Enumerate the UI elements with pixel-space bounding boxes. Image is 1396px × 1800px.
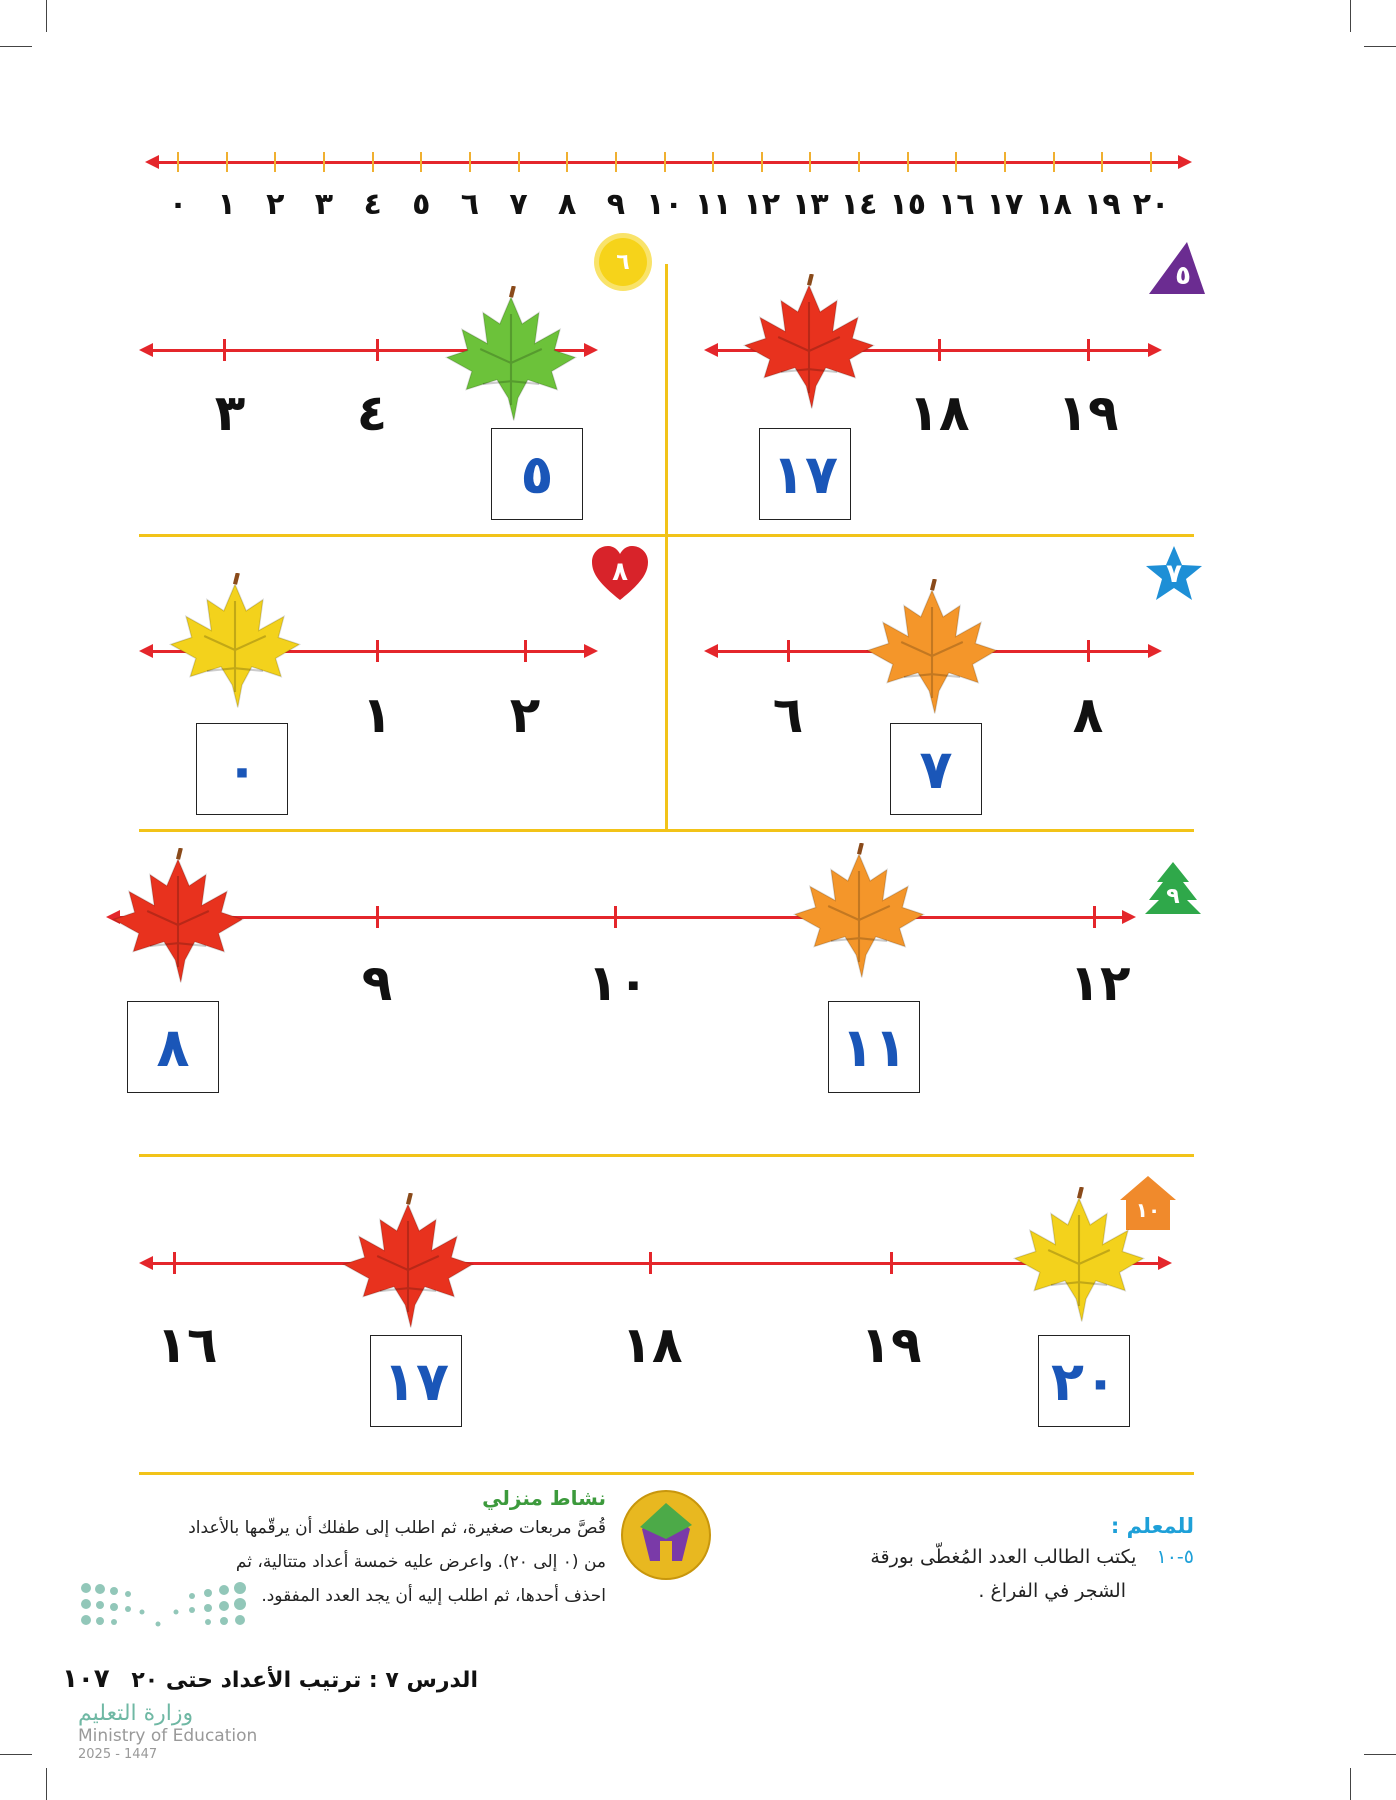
tick [226,152,228,172]
dots-logo-icon [78,1580,248,1632]
tick [274,152,276,172]
tick [1004,152,1006,172]
watermark-english: Ministry of Education [78,1726,258,1747]
tick [615,152,617,172]
tick-label: ٧ [509,187,528,222]
tick-label: ١٨ [908,384,970,442]
tick-label: ١٨ [1035,187,1072,222]
tree-badge [1143,860,1203,920]
tick-label: ٠ [168,187,188,222]
teacher-note-text: يكتب الطالب العدد المُغطّى بورقة [870,1546,1137,1568]
home-activity-text: قُصَّ مربعات صغيرة، ثم اطلب إلى طفلك أن يرقّمها بالأعداد [188,1518,606,1538]
tick-label: ١٢ [743,187,781,222]
tick-label: ٦ [460,187,480,222]
star-badge [1144,544,1204,604]
crop-mark [0,1754,32,1755]
tick [223,339,226,361]
divider [139,829,1194,832]
tick-label: ١٧ [986,187,1024,222]
tick-label: ١٠ [646,187,683,222]
page-number: ١٠٧ [62,1664,110,1694]
tick-label: ٦ [772,686,804,744]
tick-label: ١٦ [938,187,975,222]
tick-label: ١ [361,686,393,744]
badge-number: ١٠ [1135,1198,1161,1222]
tick-label: ٢ [509,686,541,744]
tick-label: ١٣ [792,187,829,222]
arrow-right-icon [584,343,598,357]
flower-badge [599,238,647,286]
yellow-leaf-icon [1009,1187,1149,1327]
tick-label: ١٨ [621,1316,683,1374]
tick-label: ٣ [214,384,246,442]
number-line-axis [118,916,1128,919]
yellow-leaf-icon [165,573,305,713]
teacher-note-text: الشجر في الفراغ . [978,1580,1126,1602]
crop-mark [46,1768,47,1800]
ministry-watermark [78,1702,318,1762]
tick [907,152,909,172]
orange-leaf-icon [862,579,1002,719]
tick-label: ٨ [558,187,577,222]
tick [761,152,763,172]
answer-box[interactable]: ١٧ [370,1335,462,1427]
home-activity-text: احذف أحدها، ثم اطلب إليه أن يجد العدد المفقود. [261,1586,606,1606]
tick [1150,152,1152,172]
tick [566,152,568,172]
tick-label: ٤ [363,187,382,222]
tick [1093,906,1096,928]
divider [139,534,1194,537]
tick [955,152,957,172]
crop-mark [0,46,32,47]
arrow-left-icon [704,343,718,357]
red-leaf-icon [108,848,248,988]
arrow-left-icon [139,343,153,357]
crop-mark [1350,0,1351,32]
answer-box[interactable]: ٥ [491,428,583,520]
crop-mark [1350,1768,1351,1800]
number-line-axis [156,161,1182,164]
red-leaf-icon [338,1193,478,1333]
teacher-note-range: ٥-١٠ [1156,1546,1194,1568]
answer-box[interactable]: ٧ [890,723,982,815]
page-footer [62,1664,478,1694]
tick-label: ١٢ [1069,954,1131,1012]
tick [858,152,860,172]
tick [787,640,790,662]
tick [664,152,666,172]
arrow-right-icon [1178,155,1192,169]
tick [376,640,379,662]
home-activity-icon [620,1489,712,1581]
crop-mark [1364,46,1396,47]
arrow-right-icon [1148,343,1162,357]
tick-label: ٥ [412,187,431,222]
arrow-left-icon [704,644,718,658]
tick [1087,640,1090,662]
tick-label: ١٩ [860,1316,922,1374]
tick [1053,152,1055,172]
answer-box[interactable]: ١٧ [759,428,851,520]
triangle-badge [1147,238,1207,298]
tick-label: ١٦ [156,1316,218,1374]
orange-leaf-icon [789,843,929,983]
teacher-note-title: للمعلم : [1110,1514,1194,1538]
tick-label: ٣ [314,187,334,222]
arrow-left-icon [139,1256,153,1270]
arrow-right-icon [1122,910,1136,924]
watermark-year: 2025 - 1447 [78,1746,158,1762]
tick [518,152,520,172]
home-activity-title: نشاط منزلي [482,1486,606,1510]
tick [376,906,379,928]
crop-mark [1364,1754,1396,1755]
red-leaf-icon [739,274,879,414]
tick [376,339,379,361]
tick-label: ١ [217,187,236,222]
divider [139,1472,1194,1475]
tick-label: ٢ [266,187,285,222]
tick-label: ٢٠ [1132,187,1170,222]
tick [890,1252,893,1274]
tick [420,152,422,172]
tick [614,906,617,928]
tick-label: ١٥ [889,187,927,222]
tick [938,339,941,361]
badge-number: ٥ [1175,261,1191,291]
tick [469,152,471,172]
arrow-left-icon [145,155,159,169]
tick-label: ١٩ [1057,384,1119,442]
badge-number: ٨ [612,557,628,587]
tick [649,1252,652,1274]
tick [323,152,325,172]
answer-box[interactable]: ١١ [828,1001,920,1093]
tick [372,152,374,172]
badge-number: ٦ [616,249,630,275]
heart-badge [590,544,650,604]
tick-label: ٨ [1072,686,1104,744]
tick-label: ١١ [694,187,732,222]
green-leaf-icon [441,286,581,426]
divider-vertical [665,264,668,830]
tick [712,152,714,172]
tick [1101,152,1103,172]
tick-label: ١٩ [1084,187,1121,222]
tick-label: ٤ [356,384,388,442]
tick [177,152,179,172]
answer-box[interactable]: ٨ [127,1001,219,1093]
tick-label: ١٠ [587,954,649,1012]
arrow-left-icon [139,644,153,658]
tick [173,1252,176,1274]
lesson-title: الدرس ٧ : ترتيب الأعداد حتى ٢٠ [131,1668,478,1693]
teacher-note [774,1514,1194,1602]
tick [809,152,811,172]
answer-box[interactable]: ٠ [196,723,288,815]
tick-label: ١٤ [840,187,878,222]
tick [524,640,527,662]
divider [139,1154,1194,1157]
badge-number: ٩ [1166,883,1180,909]
arrow-right-icon [584,644,598,658]
answer-box[interactable]: ٢٠ [1038,1335,1130,1427]
watermark-arabic: وزارة التعليم [78,1701,194,1726]
tick-label: ٩ [361,954,393,1012]
badge-number: ٧ [1166,559,1182,589]
tick [1087,339,1090,361]
home-activity-text: من (٠ إلى ٢٠). واعرض عليه خمسة أعداد متتالية، ثم [235,1552,606,1572]
arrow-right-icon [1158,1256,1172,1270]
crop-mark [46,0,47,32]
arrow-right-icon [1148,644,1162,658]
tick-label: ٩ [606,187,625,222]
